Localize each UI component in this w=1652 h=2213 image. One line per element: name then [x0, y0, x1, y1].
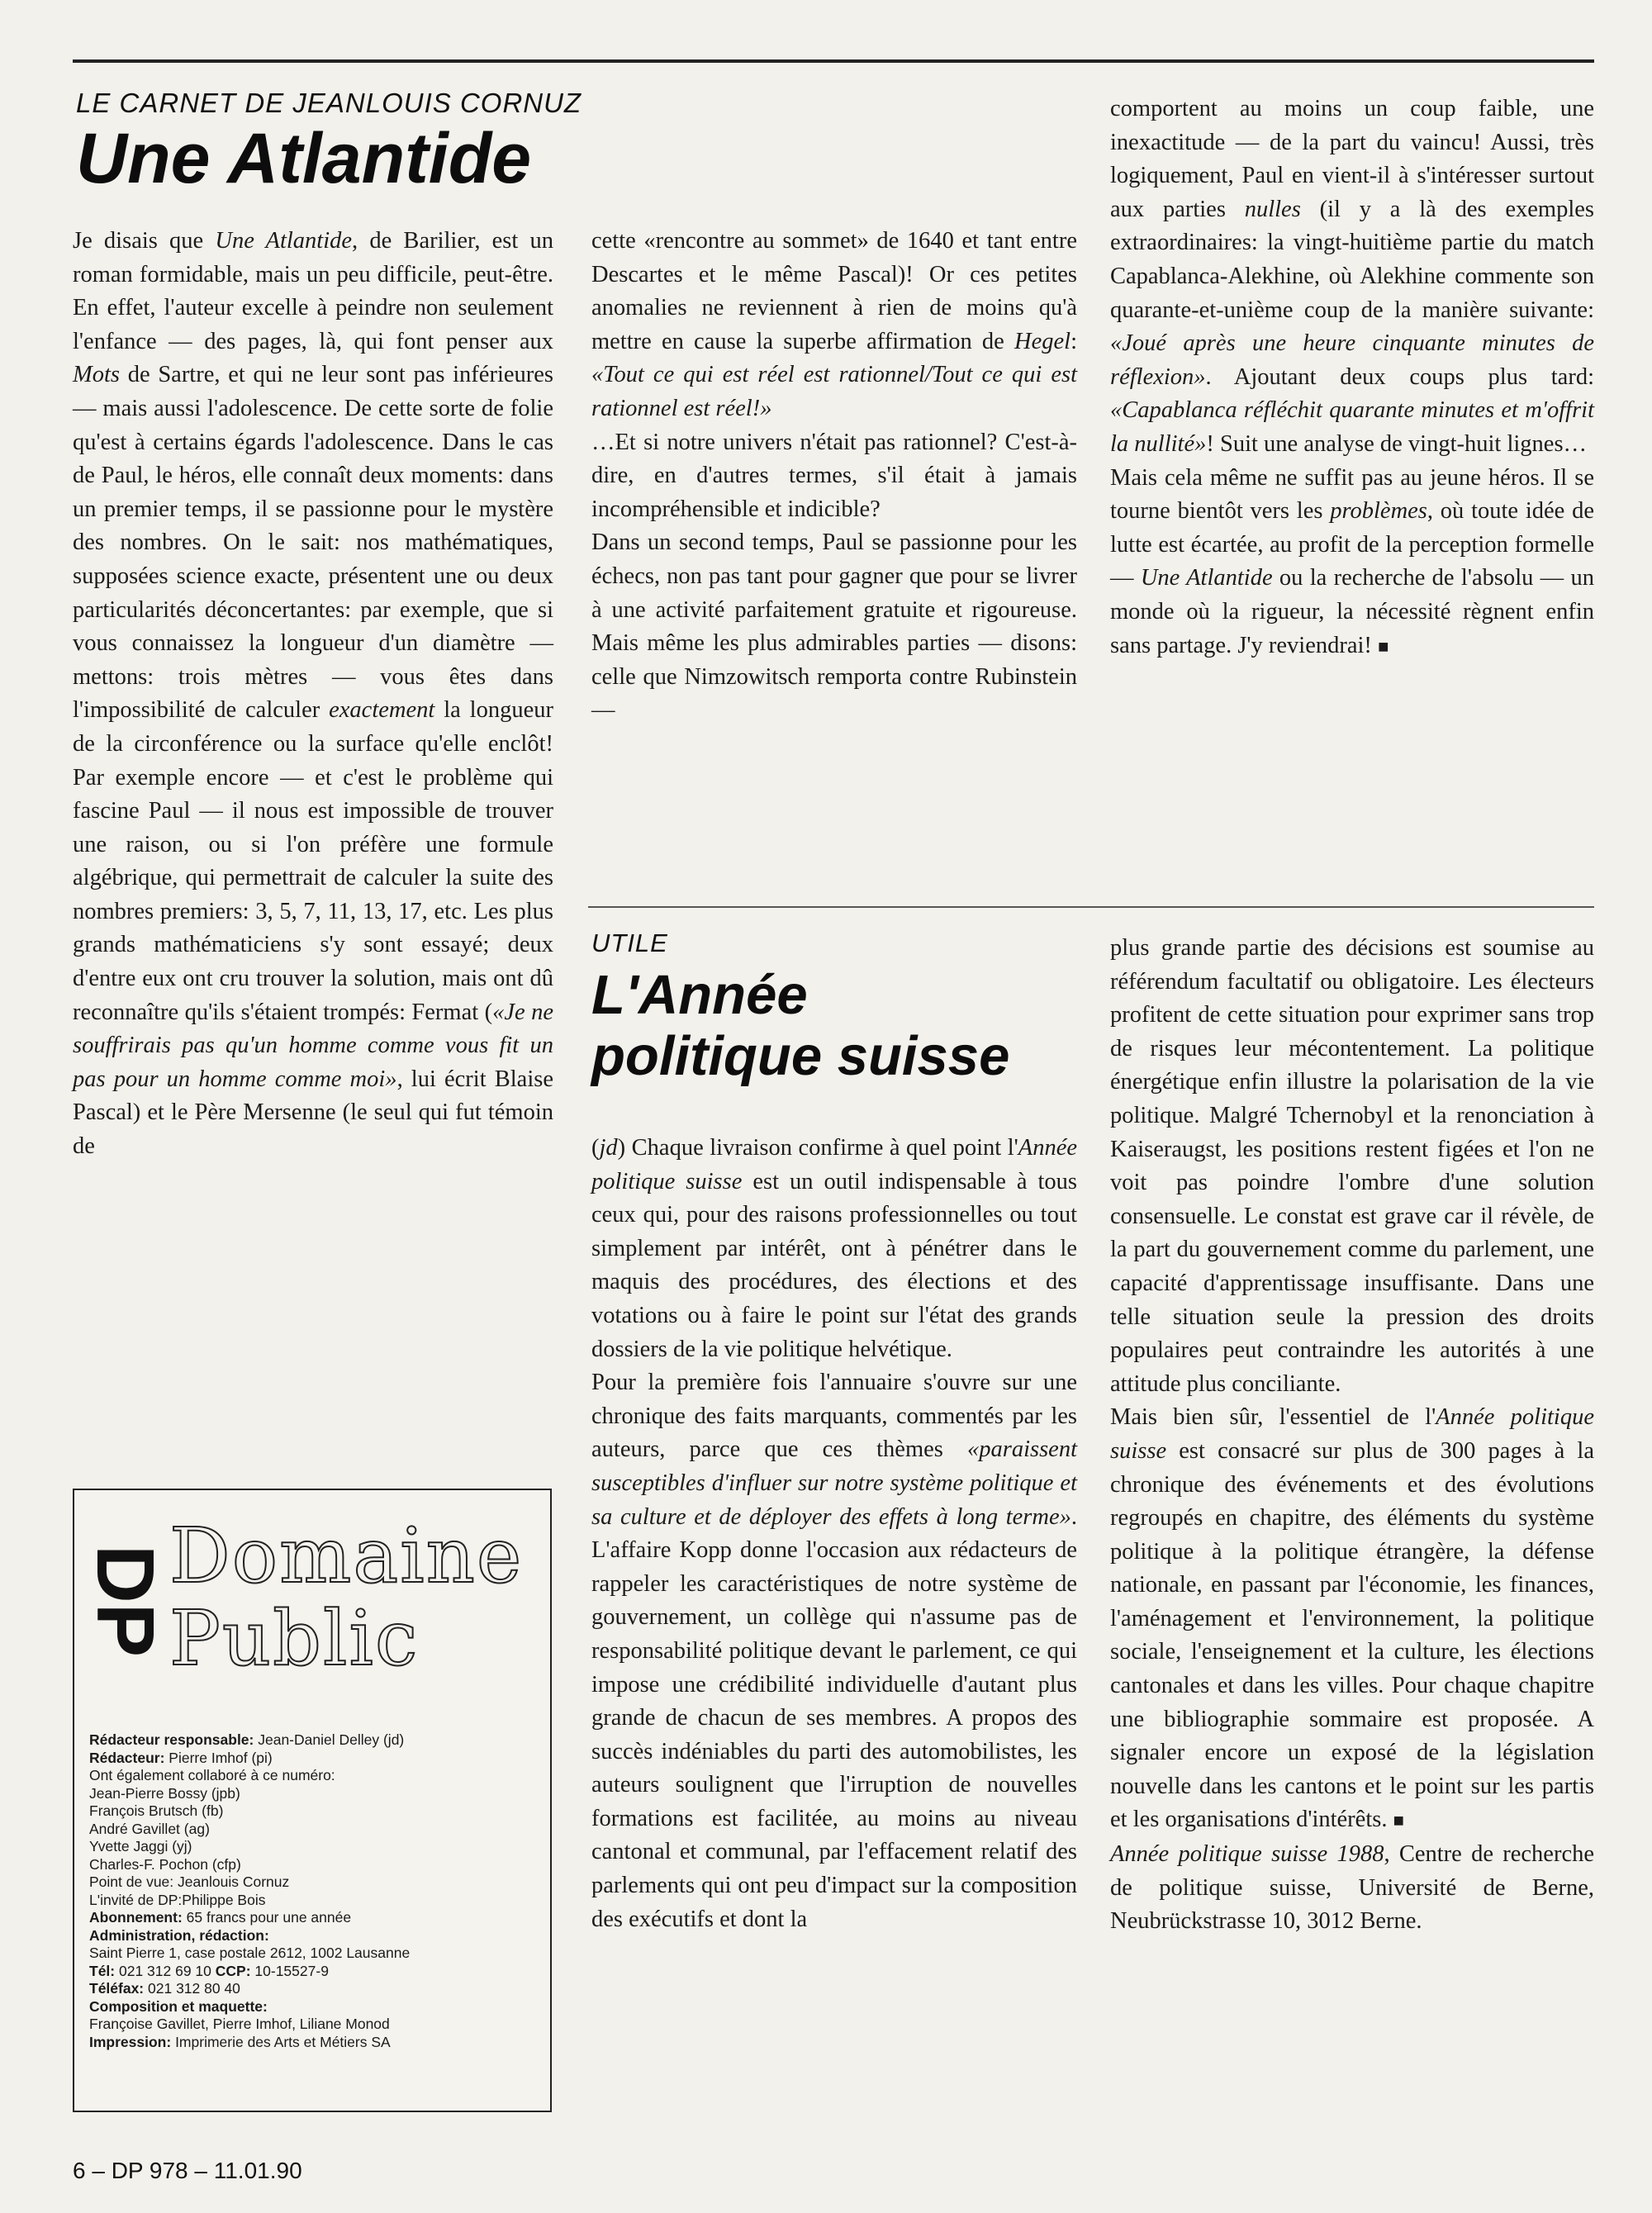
article2-kicker: UTILE: [591, 928, 668, 957]
credit-line: [89, 1873, 539, 1892]
credit-text: 65 francs pour une année: [182, 1909, 352, 1926]
credit-text: Pierre Imhof (pi): [164, 1749, 273, 1766]
credit-line: [89, 1998, 539, 2016]
credit-text: L'invité de DP:Philippe Bois: [89, 1891, 266, 1908]
credit-label: Tél:: [89, 1962, 116, 1979]
credit-label: Impression:: [89, 2033, 172, 2050]
dp-logo-letters: DP: [80, 1545, 171, 1658]
article2-column-2: (jd) Chaque livraison confirme à quel point l'Année politique suisse est un outil indispensable à tous ceux qui, pour des raisons professionnelles ou tout simplement par intérêt, ont à pénétrer dans le maquis des procédures, des élections et des votations ou à faire le point sur l'état des grands dossiers de la vie politique helvétique. Pour la première fois l'annuaire s'ouvre sur une chronique des faits marquants, commentés par les auteurs, parce que ces thèmes «paraissent susceptibles d'influer sur notre système politique et sa culture et de déployer des effets à long terme». L'affaire Kopp donne l'occasion aux rédacteurs de rappeler les caractéristiques de notre système de gouvernement, un collège qui n'assume pas de responsabilité politique devant le parlement, ce qui impose une crédibilité individuelle d'autant plus grande de chacun de ses membres. A propos des succès indéniables du parti des automobilistes, les auteurs soulignent que l'irruption de nouvelles formations est facilitée, au moins au niveau cantonal et communal, par l'effacement relatif des parlements qui ont peu d'impact sur la composition des exécutifs et dont la: [591, 1135, 1077, 1932]
section-divider: [588, 906, 1594, 908]
article1-title: Une Atlantide: [76, 119, 532, 198]
credit-line: [89, 1927, 539, 1945]
credit-label: Abonnement:: [89, 1909, 183, 1926]
credit-line: [89, 1767, 539, 1785]
article2-title-line-1: L'Année: [591, 964, 808, 1026]
credit-text: Françoise Gavillet, Pierre Imhof, Liliane Monod: [89, 2016, 390, 2032]
top-rule: [73, 59, 1594, 63]
credit-line: [89, 1785, 539, 1803]
credit-text: 021 312 80 40: [144, 1980, 240, 1997]
credit-text: Jean-Daniel Delley (jd): [254, 1731, 405, 1748]
credit-label: Rédacteur responsable:: [89, 1731, 254, 1748]
credit-line: [89, 1731, 539, 1750]
dp-logo: [80, 1538, 171, 1703]
credit-text: Point de vue: Jeanlouis Cornuz: [89, 1873, 290, 1890]
credit-line: [89, 1856, 539, 1874]
credit-text: François Brutsch (fb): [89, 1802, 224, 1819]
article1-column-3: comportent au moins un coup faible, une inexactitude — de la part du vaincu! Aussi, très logiquement, Paul en vient-il à s'intéresser surtout aux parties nulles (il y a là des exemples extraordinaires: la vingt-huitième partie du match Capablanca-Alekhine, où Alekhine commente son quarante-et-unième coup de la manière suivante: «Joué après une heure cinquante minutes de réflexion». Ajoutant deux coups plus tard: «Capablanca réfléchit quarante minutes et m'offrit la nullité»! Suit une analyse de vingt-huit lignes… Mais cela même ne suffit pas au jeune héros. Il se tourne bientôt vers les problèmes, où toute idée de lutte est écartée, au profit de la perception formelle — Une Atlantide ou la recherche de l'absolu — un monde où la rigueur, la nécessité règnent enfin sans partage. J'y reviendrai! ■: [1110, 96, 1595, 658]
article2-column-3: plus grande partie des décisions est soumise au référendum facultatif ou obligatoire. Les électeurs profitent de cette situation pour exprimer sans trop de risques leur mécontentement. La politique énergétique enfin illustre la polarisation de la vie politique. Malgré Tchernobyl et la renonciation à Kaiseraugst, les positions restent figées et l'on ne voit pas poindre l'ombre d'une solution consensuelle. Le constat est grave car il révèle, de la part du gouvernement comme du parlement, une capacité d'apprentissage insuffisante. Dans une telle situation seule la pression des droits populaires peut contraindre les autorités à une attitude plus conciliante. Mais bien sûr, l'essentiel de l'Année politique suisse est consacré sur plus de 300 pages à la chronique des événements et des évolutions regroupés en chapitre, des éléments du système politique à la politique étrangère, la défense nationale, en passant par l'économie, les finances, l'aménagement et l'environnement, la politique sociale, l'enseignement et la culture, les élections cantonales et dans les villes. Pour chaque chapitre une bibliographie sommaire est proposée. A signaler encore un exposé de la législation nouvelle dans les cantons et le point sur les partis et les organisations d'intérêts. ■ Année politique suisse 1988, Centre de recherche de politique suisse, Université de Berne, Neubrückstrasse 10, 3012 Berne.: [1110, 935, 1595, 1935]
credit-text: Saint Pierre 1, case postale 2612, 1002 Lausanne: [89, 1945, 411, 1961]
credit-text: Yvette Jaggi (yj): [89, 1838, 192, 1854]
credit-line: [89, 1838, 539, 1856]
masthead-box: [73, 1489, 552, 2112]
credits-list: [89, 1731, 539, 2051]
credit-text: Ont également collaboré à ce numéro:: [89, 1767, 335, 1783]
article2-title: [591, 965, 1009, 1087]
credit-text: Charles-F. Pochon (cfp): [89, 1855, 241, 1873]
credit-text: Jean-Pierre Bossy (jpb): [89, 1784, 240, 1802]
credit-line: [89, 1821, 539, 1839]
credit-line: [89, 1892, 539, 1910]
credit-line: [89, 1963, 539, 1981]
article2-title-line-2: politique suisse: [591, 1025, 1010, 1087]
credit-text: André Gavillet (ag): [89, 1820, 210, 1837]
credit-label: Rédacteur:: [89, 1749, 165, 1766]
credit-text: 10-15527-9: [250, 1962, 329, 1979]
credit-line: [89, 1750, 539, 1768]
credit-line: [89, 1980, 539, 1998]
page-footer: 6 – DP 978 – 11.01.90: [73, 2158, 302, 2183]
credit-line: [89, 2034, 539, 2052]
credit-text: 021 312 69 10: [115, 1962, 216, 1979]
masthead-word-public: Public: [169, 1594, 420, 1683]
credit-text: Imprimerie des Arts et Métiers SA: [171, 2033, 391, 2050]
masthead-word-domaine: Domaine: [169, 1512, 524, 1600]
article1-kicker: LE CARNET DE JEANLOUIS CORNUZ: [76, 88, 582, 118]
credit-label: Composition et maquette:: [89, 1997, 268, 2015]
credit-label: Téléfax:: [89, 1980, 145, 1997]
article1-column-1: Je disais que Une Atlantide, de Barilier, est un roman formidable, mais un peu difficile, peut-être. En effet, l'auteur excelle à peindre non seulement l'enfance — des pages, là, qui font penser aux Mots de Sartre, et qui ne leur sont pas inférieures — mais aussi l'adolescence. De cette sorte de folie qu'est à certains égards l'adolescence. Dans le cas de Paul, le héros, elle connaît deux moments: dans un premier temps, il se passionne pour le mystère des nombres. On le sait: nos mathématiques, supposées science exacte, présentent une ou deux particularités déconcertantes: par exemple, que si vous connaissez la longueur d'un diamètre — mettons: trois mètres — vous êtes dans l'impossibilité de calculer exactement la longueur de la circonférence ou la surface qu'elle enclôt! Par exemple encore — et c'est le problème qui fascine Paul — il nous est impossible de trouver une raison, ou si l'on préfère une formule algébrique, qui permettrait de calculer la suite des nombres premiers: 3, 5, 7, 11, 13, 17, etc. Les plus grands mathématiciens s'y sont essayé; deux d'entre eux ont cru trouver la solution, mais ont dû reconnaître qu'ils s'étaient trompés: Fermat («Je ne souffrirais pas qu'un homme comme vous fit un pas pour un homme comme moi», lui écrit Blaise Pascal) et le Père Mersenne (le seul qui fut témoin de: [73, 228, 554, 1160]
masthead-title: [169, 1512, 524, 1683]
credit-line: [89, 1945, 539, 1963]
credit-label: Administration, rédaction:: [89, 1926, 269, 1944]
credit-line: [89, 1802, 539, 1821]
credit-line: [89, 1909, 539, 1927]
credit-line: [89, 2016, 539, 2034]
credit-label: CCP:: [215, 1962, 251, 1979]
article1-column-2: cette «rencontre au sommet» de 1640 et tant entre Descartes et le même Pascal)! Or ces petites anomalies ne reviennent à rien de moins qu'à mettre en cause la superbe affirmation de Hegel: «Tout ce qui est réel est rationnel/Tout ce qui est rationnel est réel!» …Et si notre univers n'était pas rationnel? C'est-à-dire, en d'autres termes, s'il était à jamais incompréhensible et indicible? Dans un second temps, Paul se passionne pour les échecs, non pas tant pour gagner que pour se livrer à une activité parfaitement gratuite et rigoureuse. Mais même les plus admirables parties — disons: celle que Nimzowitsch remporta contre Rubinstein —: [591, 228, 1077, 724]
